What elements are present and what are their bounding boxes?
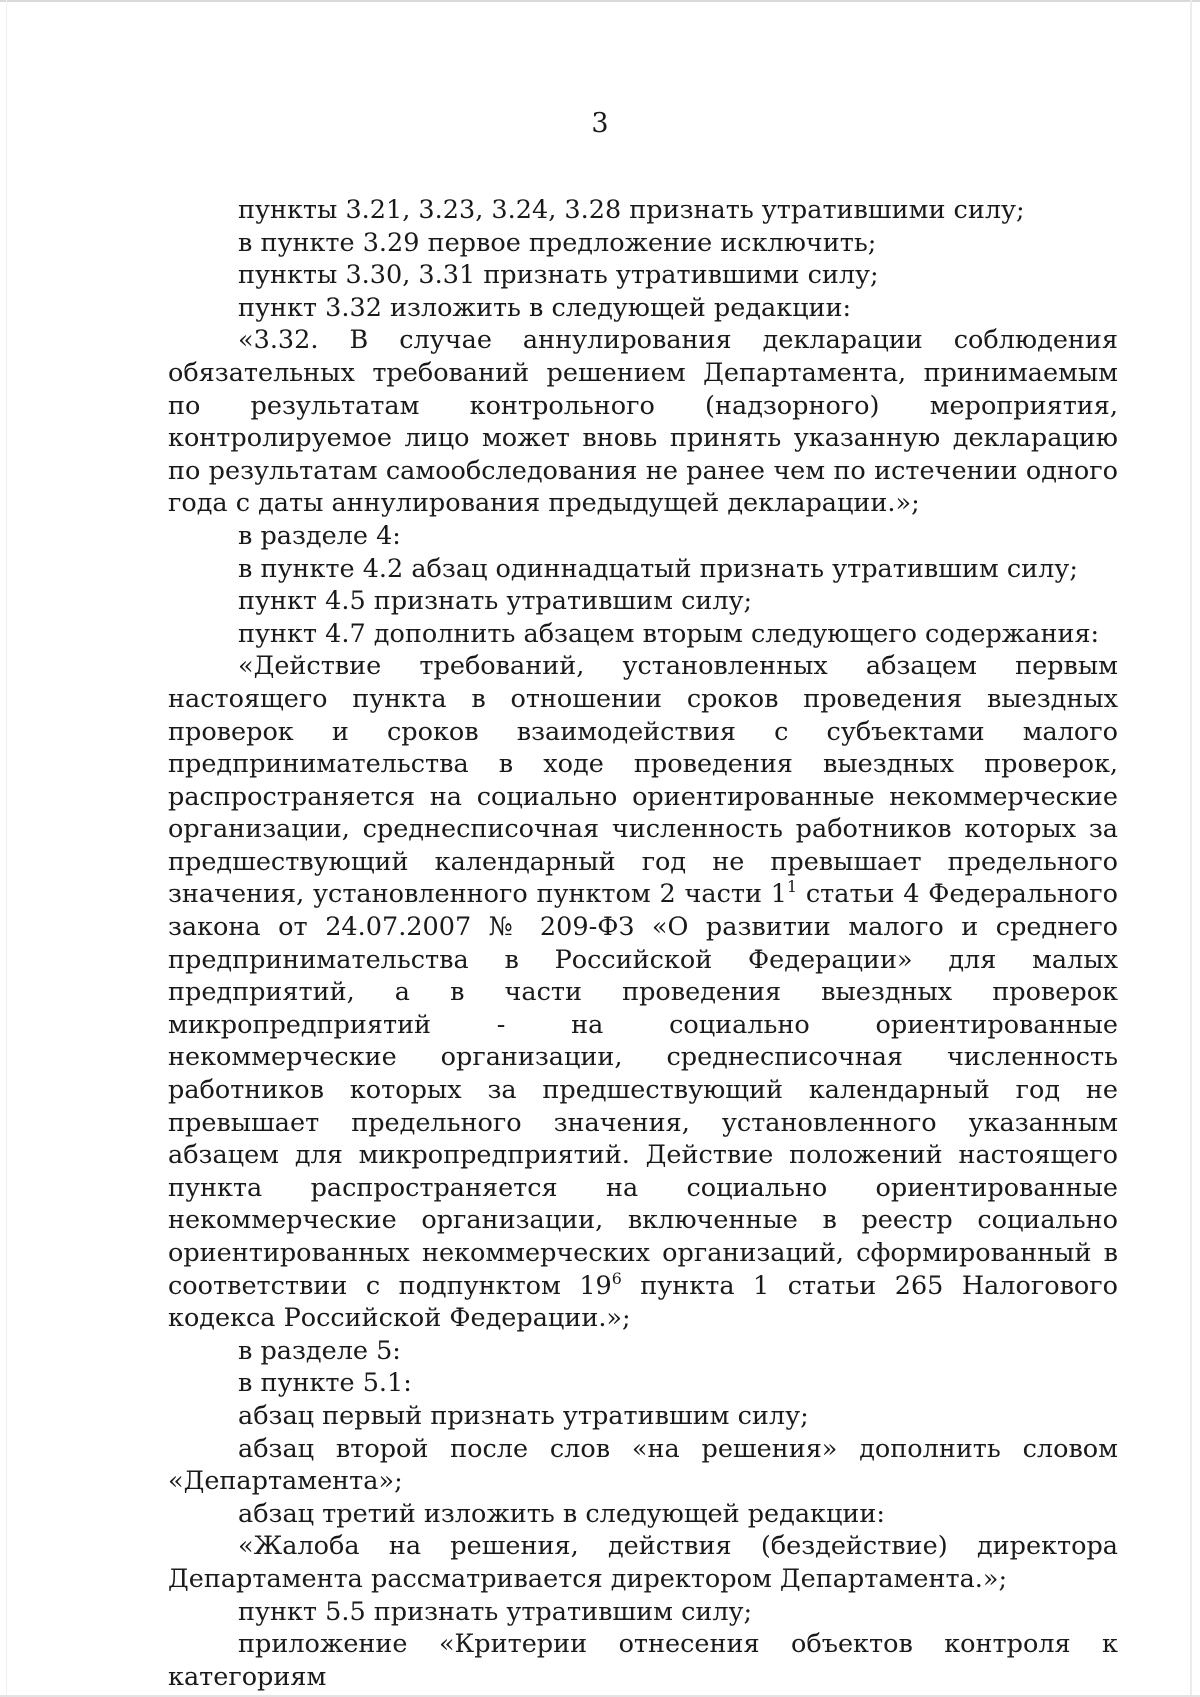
scan-edge-top — [0, 0, 1200, 2]
document-body — [168, 194, 1118, 1693]
paragraph-14: абзац второй после слов «на решения» дополнить словом «Департамента»; — [168, 1433, 1118, 1497]
superscript-1: 1 — [787, 877, 798, 897]
paragraph-17: пункт 5.5 признать утратившим силу; — [238, 1596, 753, 1627]
paragraph-18: приложение «Критерии отнесения объектов контроля к категориям — [168, 1629, 1118, 1692]
paragraph-5-quote-3-32: «3.32. В случае аннулирования декларации соблюдения обязательных требований решением Департамента, принимаемым по результатам контрольного (надзорного) мероприятия, контролируемое лицо может вновь принять указанную декларацию по результатам самообследования не ранее чем по истечении одного года с даты аннулирования предыдущей декларации.»; — [168, 325, 1118, 519]
paragraph-8: пункт 4.5 признать утратившим силу; — [238, 586, 753, 617]
scan-edge-left — [6, 0, 7, 1697]
paragraph-2: в пункте 3.29 первое предложение исключить; — [238, 227, 877, 258]
paragraph-10-part-2: статьи 4 Федерального закона от 24.07.2007 № 209-ФЗ «О развитии малого и среднего предпринимательства в Российской Федерации» для малых предприятий, а в части проведения выездных проверок микропредприятий - на социально ориентированные некоммерческие организации, среднесписочная численность работников которых за предшествующий календарный год не превышает предельного значения, установленного указанным абзацем для микропредприятий. Действие положений настоящего пункта распространяется на социально ориентированные некоммерческие организации, включенные в реестр социально ориентированных некоммерческих организаций, сформированный в соответствии с подпунктом 19 — [168, 879, 1118, 1301]
superscript-6: 6 — [611, 1268, 622, 1288]
scan-edge-right — [1190, 0, 1192, 1697]
paragraph-11: в разделе 5: — [238, 1335, 401, 1366]
paragraph-4: пункт 3.32 изложить в следующей редакции: — [238, 292, 852, 323]
paragraph-10-part-1: «Действие требований, установленных абзацем первым настоящего пункта в отношении сроков проведения выездных проверок и сроков взаимодействия с субъектами малого предпринимательства в ходе проведения выездных проверок, распространяется на социально ориентированные некоммерческие организации, среднесписочная численность работников которых за предшествующий календарный год не превышает предельного значения, установленного пунктом 2 части 1 — [168, 651, 1118, 910]
paragraph-7: в пункте 4.2 абзац одиннадцатый признать утратившим силу; — [238, 553, 1078, 584]
paragraph-10-part-3: пункта 1 статьи 265 Налогового кодекса Российской Федерации.»; — [168, 1270, 1118, 1334]
paragraph-12: в пункте 5.1: — [238, 1368, 412, 1399]
paragraph-16-quote: «Жалоба на решения, действия (бездействие) директора Департамента рассматривается директором Департамента.»; — [168, 1531, 1118, 1594]
paragraph-13: абзац первый признать утратившим силу; — [238, 1400, 809, 1431]
page-number: 3 — [591, 108, 609, 139]
paragraph-10-quote-4-7 — [168, 650, 1118, 1334]
paragraph-6: в разделе 4: — [238, 520, 401, 551]
paragraph-9: пункт 4.7 дополнить абзацем вторым следующего содержания: — [238, 618, 1100, 649]
paragraph-15: абзац третий изложить в следующей редакции: — [238, 1498, 885, 1529]
paragraph-1: пункты 3.21, 3.23, 3.24, 3.28 признать утратившими силу; — [238, 195, 1025, 225]
paragraph-3: пункты 3.30, 3.31 признать утратившими силу; — [238, 260, 879, 291]
